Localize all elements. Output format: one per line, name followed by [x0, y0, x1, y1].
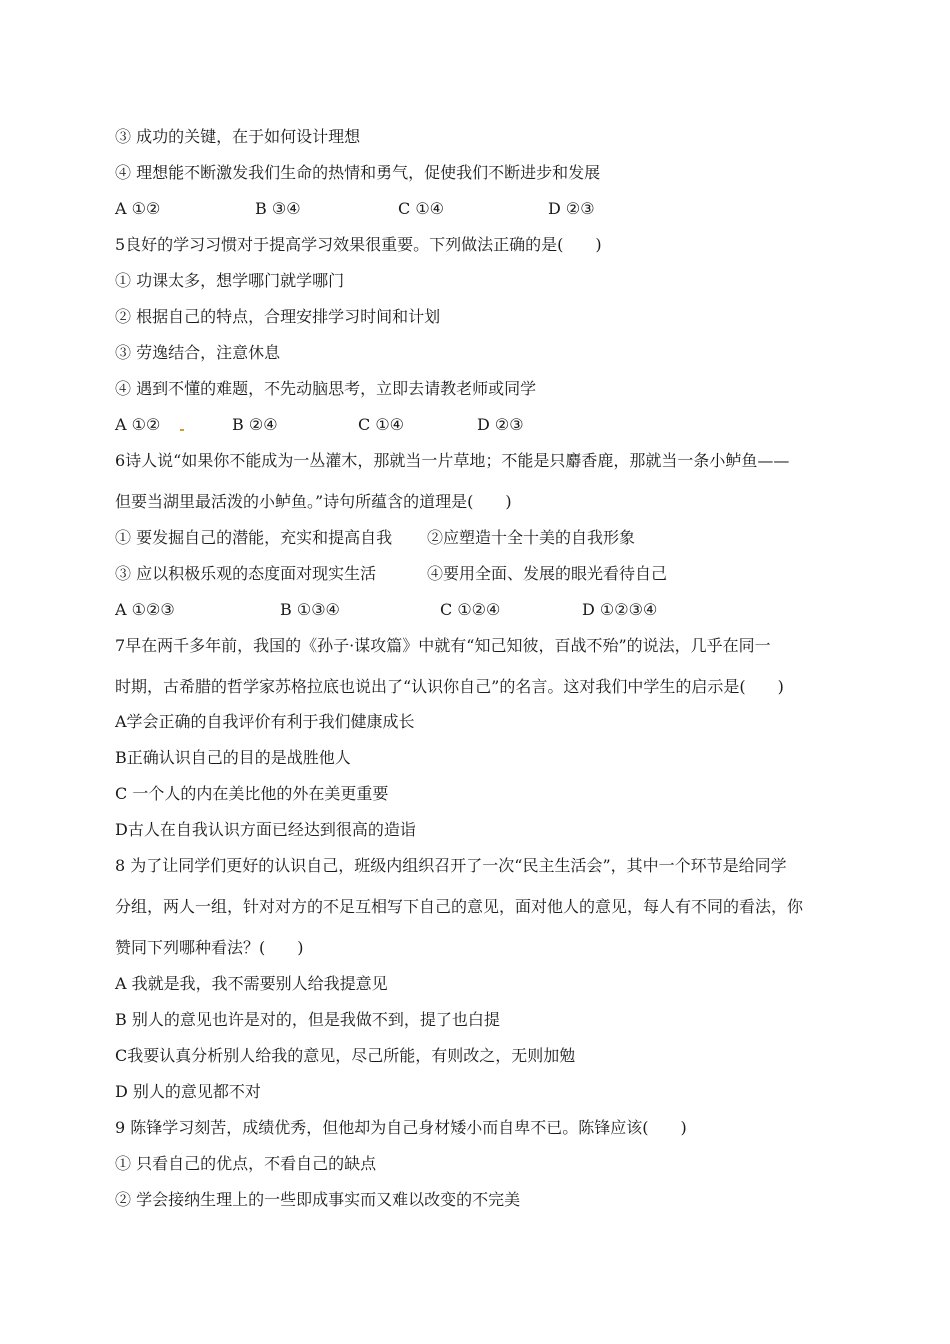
q5-item-2: ② 根据自己的特点，合理安排学习时间和计划	[115, 307, 441, 326]
q6-stem-line-2: 但要当湖里最活泼的小鲈鱼。”诗句所蕴含的道理是( )	[115, 492, 512, 511]
q6-option-d: D ①②③④	[582, 600, 658, 619]
q8-option-d: D 别人的意见都不对	[115, 1082, 261, 1101]
q5-option-a: A ①②	[115, 415, 161, 434]
q6-item-3: ③ 应以积极乐观的态度面对现实生活	[115, 564, 377, 583]
q9-item-1: ① 只看自己的优点，不看自己的缺点	[115, 1154, 377, 1173]
q7-stem-line-2: 时期，古希腊的哲学家苏格拉底也说出了“认识你自己”的名言。这对我们中学生的启示是( )	[115, 677, 784, 696]
q7-stem-line-1: 7早在两千多年前，我国的《孙子·谋攻篇》中就有“知己知彼，百战不殆”的说法，几乎在同一	[115, 636, 771, 655]
q8-option-b: B 别人的意见也许是对的，但是我做不到，提了也白提	[115, 1010, 500, 1029]
q6-option-a: A ①②③	[115, 600, 175, 619]
q6-item-4: ④要用全面、发展的眼光看待自己	[427, 564, 668, 583]
q5-item-1: ① 功课太多，想学哪门就学哪门	[115, 271, 345, 290]
q6-option-c: C ①②④	[440, 600, 501, 619]
q6-item-1: ① 要发掘自己的潜能，充实和提高自我	[115, 528, 393, 547]
q7-option-d: D古人在自我认识方面已经达到很高的造诣	[115, 820, 416, 839]
q9-item-2: ② 学会接纳生理上的一些即成事实而又难以改变的不完美	[115, 1190, 521, 1209]
q5-item-3: ③ 劳逸结合，注意休息	[115, 343, 281, 362]
q6-item-2: ②应塑造十全十美的自我形象	[427, 528, 636, 547]
q9-stem: 9 陈锋学习刻苦，成绩优秀，但他却为自己身材矮小而自卑不已。陈锋应该( )	[115, 1118, 687, 1137]
q8-stem-line-1: 8 为了让同学们更好的认识自己，班级内组织召开了一次“民主生活会”，其中一个环节是给同学	[115, 856, 787, 875]
q5-option-d: D ②③	[477, 415, 524, 434]
q8-option-c: C我要认真分析别人给我的意见，尽己所能，有则改之，无则加勉	[115, 1046, 576, 1065]
q4-item-3: ③ 成功的关键，在于如何设计理想	[115, 127, 361, 146]
q7-option-c: C 一个人的内在美比他的外在美更重要	[115, 784, 389, 803]
q6-option-b: B ①③④	[280, 600, 340, 619]
q5-option-b: B ②④	[232, 415, 278, 434]
stray-mark	[180, 429, 184, 431]
q4-option-b: B ③④	[255, 199, 301, 218]
q8-stem-line-2: 分组，两人一组，针对对方的不足互相写下自己的意见，面对他人的意见，每人有不同的看法，你	[115, 897, 804, 916]
q5-option-c: C ①④	[358, 415, 405, 434]
q4-option-d: D ②③	[548, 199, 595, 218]
q7-option-a: A学会正确的自我评价有利于我们健康成长	[115, 712, 415, 731]
q8-stem-line-3: 赞同下列哪种看法？( )	[115, 938, 304, 957]
q4-item-4: ④ 理想能不断激发我们生命的热情和勇气，促使我们不断进步和发展	[115, 163, 601, 182]
q7-option-b: B正确认识自己的目的是战胜他人	[115, 748, 351, 767]
q6-stem-line-1: 6诗人说“如果你不能成为一丛灌木，那就当一片草地；不能是只麝香鹿，那就当一条小鲈鱼——	[115, 451, 790, 470]
q5-stem: 5良好的学习习惯对于提高学习效果很重要。下列做法正确的是( )	[115, 235, 602, 254]
q4-option-a: A ①②	[115, 199, 161, 218]
q8-option-a: A 我就是我，我不需要别人给我提意见	[115, 974, 388, 993]
q4-option-c: C ①④	[398, 199, 445, 218]
q5-item-4: ④ 遇到不懂的难题，不先动脑思考，立即去请教老师或同学	[115, 379, 537, 398]
